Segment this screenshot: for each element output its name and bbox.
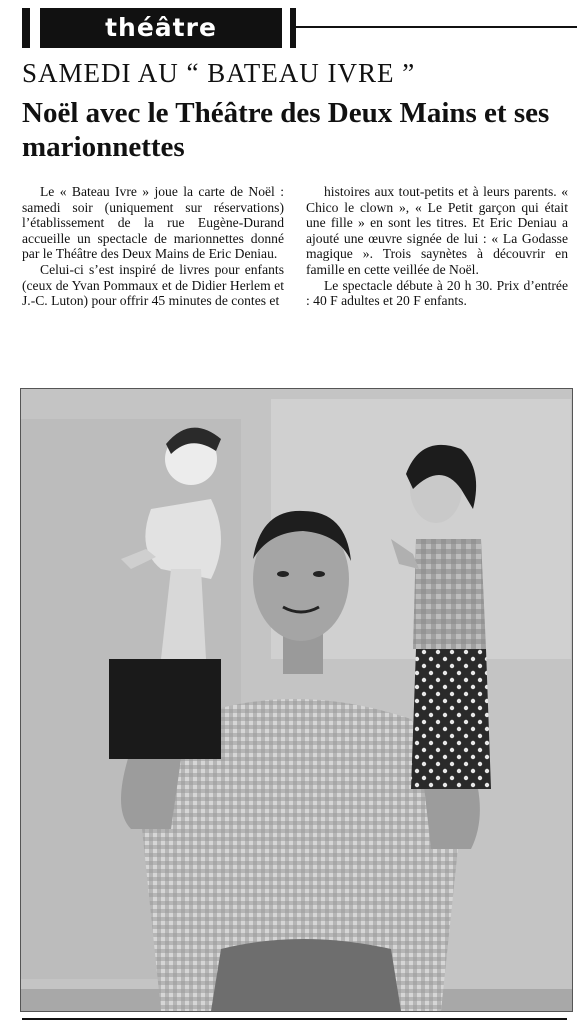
article-kicker: SAMEDI AU “ BATEAU IVRE ” [22,58,416,88]
rubric-rule [296,26,577,28]
article-paragraph: Le « Bateau Ivre » joue la carte de Noël : samedi soir (uniquement sur réservations) l’établissement de la rue Eugène-Durand accueille un spectacle de marionnettes donné par le Théâtre des Deux Mains de Eric Deniau. [22,184,284,262]
rubric-bar-right [290,8,296,48]
article-photo [20,388,573,1012]
article-body [22,184,567,376]
section-rubric [22,8,577,48]
article-paragraph: histoires aux tout-petits et à leurs parents. « Chico le clown », « Le Petit garçon qui était une fille » en sont les titres. Et Eric Deniau a ajouté une œuvre signée de lui : « La Godasse magique ». Trois saynètes à découvrir en famille en cette veillée de Noël. [306,184,568,277]
article-paragraph: Celui-ci s’est inspiré de livres pour enfants (ceux de Yvan Pommaux et de Didier Herlem et J.-C. Luton) pour offrir 45 minutes de contes et [22,261,284,309]
article-headline: Noël avec le Théâtre des Deux Mains et ses marionnettes [22,97,550,163]
article-paragraph: Le spectacle débute à 20 h 30. Prix d’entrée : 40 F adultes et 20 F enfants. [306,277,568,309]
puppeteer-illustration [21,389,572,1011]
bottom-rule [22,1018,567,1020]
rubric-bar-left [22,8,30,48]
article-column-left [22,184,284,309]
article-column-right [306,184,568,309]
rubric-label: théâtre [40,8,282,48]
